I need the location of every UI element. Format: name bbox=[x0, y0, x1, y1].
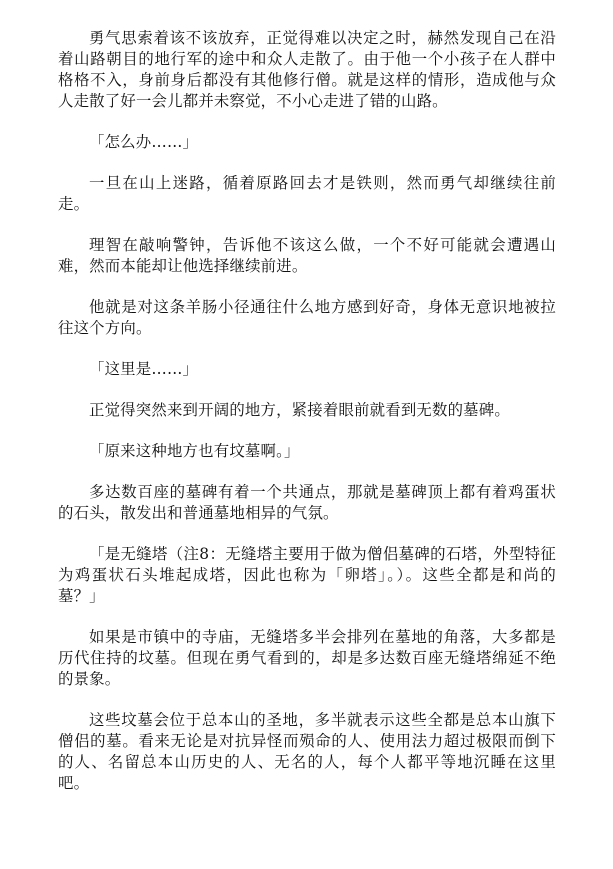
paragraph: 这些坟墓会位于总本山的圣地，多半就表示这些全都是总本山旗下僧侣的墓。看来无论是对抗异怪而殒命的人、使用法力超过极限而倒下的人、名留总本山历史的人、无名的人，每个人都平等地沉睡在这里吧。 bbox=[58, 711, 556, 792]
document-page bbox=[58, 28, 556, 814]
paragraph: 勇气思索着该不该放弃，正觉得难以决定之时，赫然发现自己在沿着山路朝目的地行军的途中和众人走散了。由于他一个小孩子在人群中格格不入，身前身后都没有其他修行僧。就是这样的情形，造成他与众人走散了好一会儿都并未察觉，不小心走进了错的山路。 bbox=[58, 29, 556, 110]
paragraph: 他就是对这条羊肠小径通往什么地方感到好奇，身体无意识地被拉往这个方向。 bbox=[58, 298, 556, 337]
dialogue-line-with-footnote: 「是无缝塔（注8：无缝塔主要用于做为僧侣墓碑的石塔，外型特征为鸡蛋状石头堆起成塔，因此也称为「卵塔」。）。这些全都是和尚的墓？」 bbox=[58, 545, 556, 605]
paragraph: 一旦在山上迷路，循着原路回去才是铁则，然而勇气却继续往前走。 bbox=[58, 174, 556, 213]
paragraph: 如果是市镇中的寺庙，无缝塔多半会排列在墓地的角落，大多都是历代住持的坟墓。但现在勇气看到的，却是多达数百座无缝塔绵延不绝的景象。 bbox=[58, 628, 556, 688]
paragraph: 理智在敲响警钟，告诉他不该这么做，一个不好可能就会遭遇山难，然而本能却让他选择继续前进。 bbox=[58, 236, 556, 275]
dialogue-line: 「这里是……」 bbox=[89, 360, 199, 378]
dialogue-line: 「怎么办……」 bbox=[89, 133, 199, 151]
paragraph: 正觉得突然来到开阔的地方，紧接着眼前就看到无数的墓碑。 bbox=[89, 401, 510, 419]
dialogue-line: 「原来这种地方也有坟墓啊。」 bbox=[89, 442, 300, 460]
paragraph: 多达数百座的墓碑有着一个共通点，那就是墓碑顶上都有着鸡蛋状的石头，散发出和普通墓地相异的气氛。 bbox=[58, 483, 556, 522]
